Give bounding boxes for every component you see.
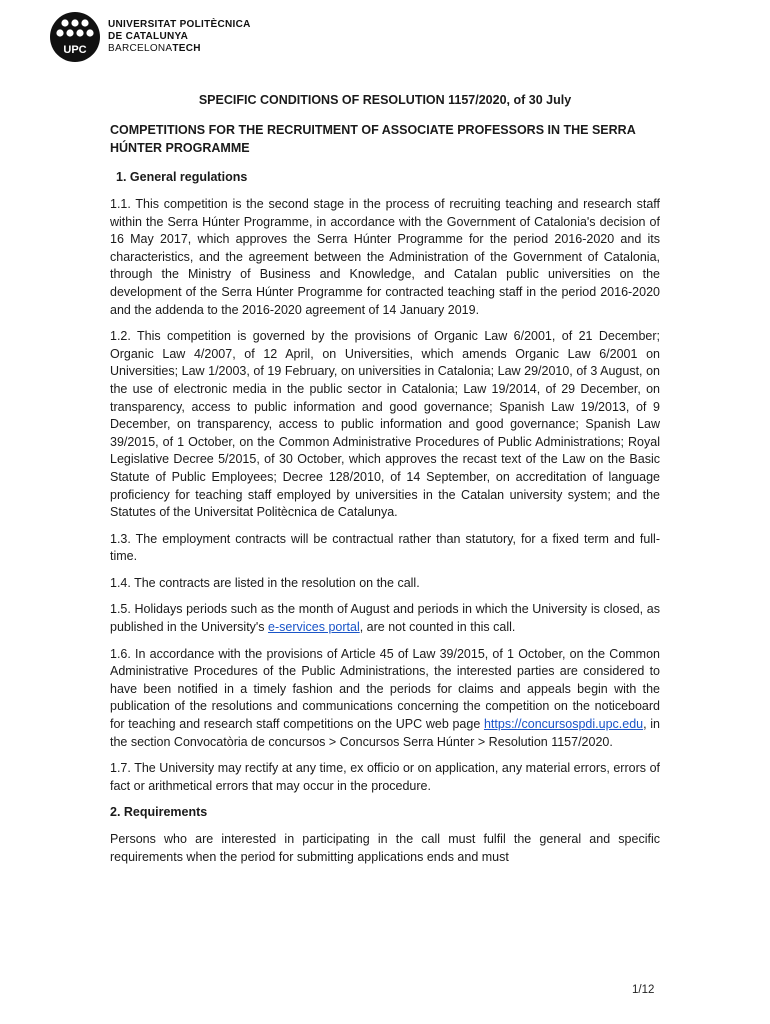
concursospdi-link[interactable]: https://concursospdi.upc.edu [483,717,644,732]
paragraph-1-6-text: 1.6. In accordance with the provisions of Article 45 of Law 39/2015, of 1 October, on the Common Administrative Procedures of the Public Administrations, the interested parties are considered to have been notified in a timely fashion and the periods for claims and appeals begin with the publication of the resolutions and communications concerning the competition on the noticeboard for teaching and research staff competitions on the UPC web page [110,646,660,732]
paragraph-1-3: 1.3. The employment contracts will be contractual rather than statutory, for a fixed term and full-time. [110,531,660,564]
page-header [50,12,251,62]
org-line-3a: BARCELONA [108,43,173,54]
paragraph-1-5-text-end: , are not counted in this call. [359,620,516,635]
section-heading-requirements: 2. Requirements [110,805,208,820]
paragraph-1-5 [110,601,660,636]
document-body [110,92,660,876]
paragraph-1-1: 1.1. This competition is the second stage in the process of recruiting teaching and research staff within the Serra Húnter Programme, in accordance with the Government of Catalonia's decision of 16 May 2017, which approves the Serra Húnter Programme for the period 2016-2020 and its characteristics, and the agreement between the Administration of the Government of Catalonia, through the Ministry of Business and Knowledge, and Catalan public universities on the development of the Serra Húnter Programme for contracted teaching staff in the period 2016-2020 and the addenda to the 2016-2020 agreement of 14 January 2019. [110,197,660,317]
paragraph-1-2: 1.2. This competition is governed by the provisions of Organic Law 6/2001, of 21 December; Organic Law 4/2007, of 12 April, on Universities, which amends Organic Law 6/2001 on Universities; Law 1/2003, of 19 February, on universities in Catalonia; Law 29/2010, of 3 August, on the use of electronic media in the public sector in Catalonia; Law 19/2014, of 29 December, on transparency, access to public information and good governance; Spanish Law 19/2013, of 9 December, on transparency, access to public information and good governance; Spanish Law 39/2015, of 1 October, on the Common Administrative Procedures of Public Administrations; Royal Legislative Decree 5/2015, of 30 October, which approves the recast text of the Law on the Basic Statute of Public Employees; Decree 128/2010, of 14 September, on accreditation of language proficiency for teaching staff employed by universities in the Catalan university system; and the Statutes of the Universitat Politècnica de Catalunya. [110,329,660,520]
university-name [108,19,251,55]
paragraph-1-5-text: 1.5. Holidays periods such as the month of August and periods in which the University is closed, as published in the University's [110,602,660,635]
paragraph-1-6-text-end: , in the section Convocatòria de concursos > Concursos Serra Húnter > Resolution 1157/2020. [110,717,660,749]
document-title: SPECIFIC CONDITIONS OF RESOLUTION 1157/2020, of 30 July [198,93,572,107]
org-line-3b: TECH [172,43,201,54]
e-services-portal-link[interactable]: e-services portal [268,620,360,635]
org-line-1: UNIVERSITAT POLITÈCNICA [108,19,251,30]
paragraph-1-7: 1.7. The University may rectify at any time, ex officio or on application, any material errors, errors of fact or arithmetical errors that may occur in the procedure. [110,761,660,793]
document-subtitle: COMPETITIONS FOR THE RECRUITMENT OF ASSOCIATE PROFESSORS IN THE SERRA HÚNTER PROGRAMME [110,123,636,155]
paragraph-1-6 [110,646,660,752]
page-number: 1/12 [632,984,655,996]
section-heading-general-regulations: 1. General regulations [116,170,248,184]
paragraph-1-4: 1.4. The contracts are listed in the resolution on the call. [110,575,420,590]
org-line-3 [108,43,251,55]
upc-dots-logo-icon [50,12,100,62]
org-line-2: DE CATALUNYA [108,31,189,42]
paragraph-requirements-intro: Persons who are interested in participating in the call must fulfil the general and specific requirements when the period for submitting applications ends and must [110,832,660,864]
logo-text: UPC [63,44,87,56]
